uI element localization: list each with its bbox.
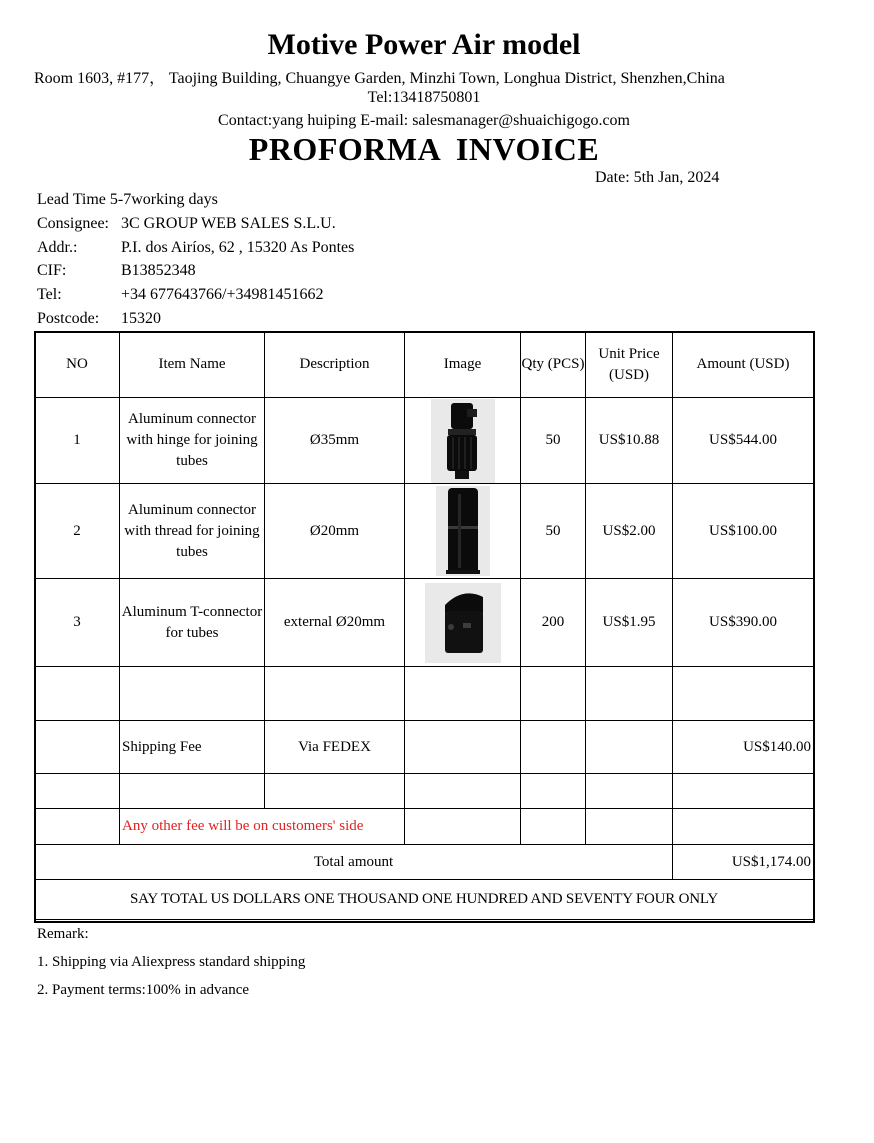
addr-label: Addr.:	[37, 239, 78, 256]
row-unit-price: US$2.00	[586, 484, 673, 579]
company-name: Motive Power Air model	[267, 28, 581, 61]
header-qty: Qty (PCS)	[521, 332, 586, 398]
invoice-date: Date: 5th Jan, 2024	[595, 169, 720, 186]
row-image	[405, 484, 521, 579]
header-amount: Amount (USD)	[673, 332, 814, 398]
consignee-label: Consignee:	[37, 215, 109, 232]
remark-line-1: 1. Shipping via Aliexpress standard shipping	[37, 954, 306, 970]
row-item-name: Aluminum connector with hinge for joining tubes	[120, 398, 265, 484]
total-amount: US$1,174.00	[673, 845, 814, 880]
other-fee-note: Any other fee will be on customers' side	[120, 809, 405, 845]
shipping-amount: US$140.00	[673, 721, 814, 774]
amount-in-words: SAY TOTAL US DOLLARS ONE THOUSAND ONE HUNDRED AND SEVENTY FOUR ONLY	[35, 880, 814, 920]
row-item-name: Aluminum T-connector for tubes	[120, 579, 265, 667]
invoice-table	[34, 331, 814, 920]
total-label: Total amount	[35, 845, 673, 880]
row-no: 3	[35, 579, 120, 667]
row-amount: US$390.00	[673, 579, 814, 667]
row-qty: 50	[521, 398, 586, 484]
remark-title: Remark:	[37, 926, 89, 942]
row-description: external Ø20mm	[265, 579, 405, 667]
tel-label: Tel:	[37, 286, 62, 303]
table-row	[35, 579, 814, 667]
row-amount: US$544.00	[673, 398, 814, 484]
row-amount: US$100.00	[673, 484, 814, 579]
hinge-connector-image	[431, 399, 495, 483]
lead-time: Lead Time 5-7working days	[37, 191, 218, 208]
header-no: NO	[35, 332, 120, 398]
header-image: Image	[405, 332, 521, 398]
empty-row	[35, 774, 814, 809]
tel-value: +34 677643766/+34981451662	[121, 286, 324, 303]
header-unit-price: Unit Price (USD)	[586, 332, 673, 398]
remark-line-2: 2. Payment terms:100% in advance	[37, 982, 250, 998]
header-description: Description	[265, 332, 405, 398]
document-title: PROFORMA INVOICE	[248, 131, 600, 167]
empty-row	[35, 667, 814, 721]
table-row	[35, 398, 814, 484]
row-item-name: Aluminum connector with thread for joining tubes	[120, 484, 265, 579]
thread-connector-image	[436, 486, 490, 576]
amount-in-words-row	[35, 880, 814, 920]
note-row	[35, 809, 814, 845]
header-item-name: Item Name	[120, 332, 265, 398]
company-address: Room 1603, #177， Taojing Building, Chuangye Garden, Minzhi Town, Longhua District, Shenzhen,China	[34, 70, 725, 87]
cif-label: CIF:	[37, 262, 67, 279]
cif-value: B13852348	[121, 262, 196, 279]
row-qty: 50	[521, 484, 586, 579]
row-unit-price: US$10.88	[586, 398, 673, 484]
postcode-label: Postcode:	[37, 310, 100, 327]
row-image	[405, 398, 521, 484]
row-no: 1	[35, 398, 120, 484]
row-image	[405, 579, 521, 667]
company-tel: Tel:13418750801	[367, 89, 481, 106]
shipping-label: Shipping Fee	[120, 721, 265, 774]
row-description: Ø35mm	[265, 398, 405, 484]
shipping-row	[35, 721, 814, 774]
row-no: 2	[35, 484, 120, 579]
consignee-value: 3C GROUP WEB SALES S.L.U.	[121, 215, 336, 232]
postcode-value: 15320	[121, 310, 161, 327]
shipping-via: Via FEDEX	[265, 721, 405, 774]
row-unit-price: US$1.95	[586, 579, 673, 667]
t-connector-image	[425, 583, 501, 663]
table-header-row	[35, 332, 814, 398]
table-row	[35, 484, 814, 579]
addr-value: P.I. dos Airíos, 62 , 15320 As Pontes	[121, 239, 355, 256]
row-description: Ø20mm	[265, 484, 405, 579]
total-row	[35, 845, 814, 880]
company-contact: Contact:yang huiping E-mail: salesmanager@shuaichigogo.com	[218, 112, 630, 129]
row-qty: 200	[521, 579, 586, 667]
